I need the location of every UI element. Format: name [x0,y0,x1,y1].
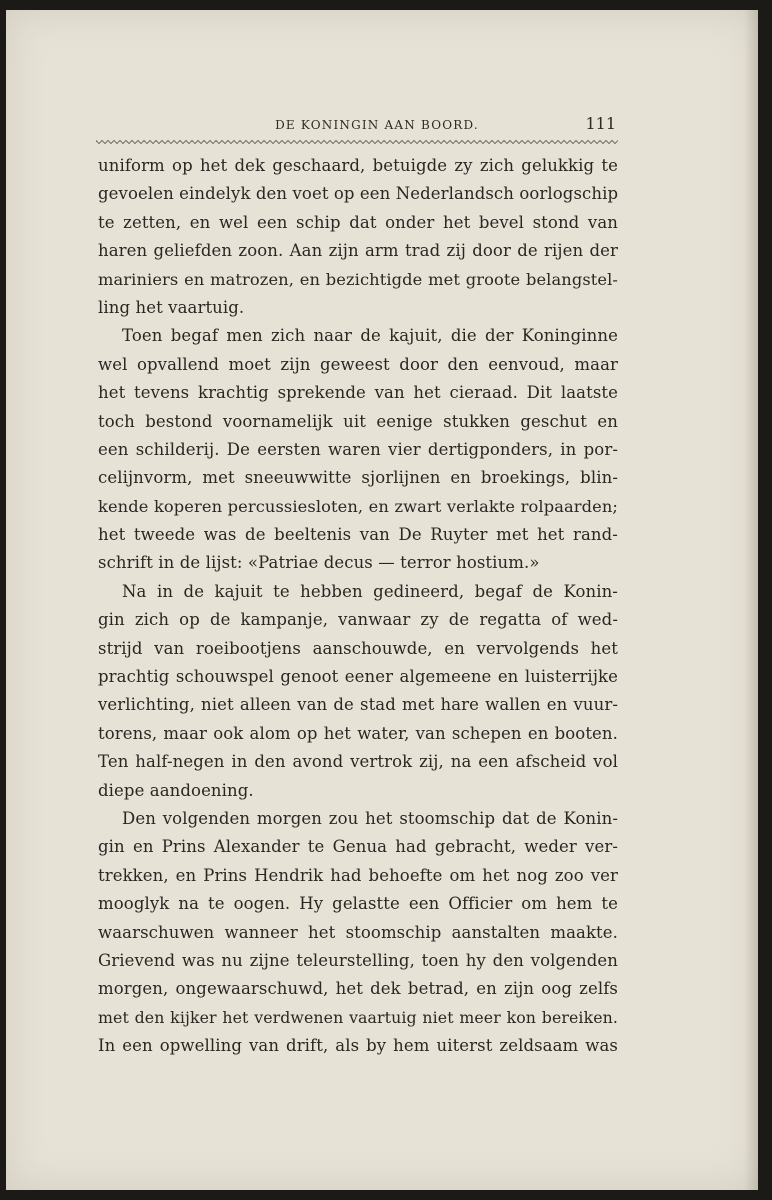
text-line: mooglyk na te oogen. Hy gelastte een Officier om hem te [98,894,618,914]
running-title: DE KONINGIN AAN BOORD. [275,118,479,132]
text-line: ling het vaartuig. [98,297,245,317]
text-line: schrift in de lijst: «Patriae decus — terror hostium.» [98,553,540,573]
text-line: gin en Prins Alexander te Genua had gebracht, weder ver- [98,837,618,857]
page-edge-shadow [744,10,758,1190]
text-line: Grievend was nu zijne teleurstelling, toen hy den volgenden [98,950,618,970]
text-line: celijnvorm, met sneeuwwitte sjorlijnen en broekings, blin- [98,468,618,488]
header-wavy-rule [96,138,618,146]
text-line: gevoelen eindelyk den voet op een Nederlandsch oorlogschip [98,184,619,204]
text-line: verlichting, niet alleen van de stad met hare wallen en vuur- [98,695,618,715]
text-line: torens, maar ook alom op het water, van schepen en booten. [98,723,618,743]
text-line: Den volgenden morgen zou het stoomschip dat de Konin- [122,808,618,828]
text-line: diepe aandoening. [98,780,254,800]
text-line: gin zich op de kampanje, vanwaar zy de regatta of wed- [98,610,618,630]
text-line: mariniers en matrozen, en bezichtigde met groote belangstel- [98,269,618,289]
text-line: Na in de kajuit te hebben gedineerd, begaf de Konin- [122,581,618,601]
text-line: haren geliefden zoon. Aan zijn arm trad zij door de rijen der [98,241,618,261]
text-line: prachtig schouwspel genoot eener algemeene en luisterrijke [98,667,618,687]
text-line: het tweede was de beeltenis van De Ruyter met het rand- [98,525,618,545]
text-line: morgen, ongewaarschuwd, het dek betrad, en zijn oog zelfs [98,979,618,999]
text-line: te zetten, en wel een schip dat onder het bevel stond van [98,212,618,232]
text-line: Toen begaf men zich naar de kajuit, die der Koninginne [122,326,618,346]
text-line: waarschuwen wanneer het stoomschip aanstalten maakte. [98,922,618,942]
text-line: strijd van roeibootjens aanschouwde, en vervolgends het [98,638,618,658]
book-page [6,10,758,1190]
page-number: 111 [585,114,616,133]
page-header [96,114,618,136]
text-line: kende koperen percussiesloten, en zwart verlakte rolpaarden; [98,496,618,516]
text-line: uniform op het dek geschaard, betuigde zy zich gelukkig te [98,156,618,175]
text-line: met den kijker het verdwenen vaartuig niet meer kon bereiken. [98,1007,618,1027]
body-text [98,152,618,1061]
text-line: Ten half-negen in den avond vertrok zij, na een afscheid vol [98,752,618,772]
text-line: het tevens krachtig sprekende van het cieraad. Dit laatste [98,383,618,403]
text-line: toch bestond voornamelijk uit eenige stukken geschut en [98,411,618,431]
text-line: trekken, en Prins Hendrik had behoefte om het nog zoo ver [98,865,618,885]
text-line: In een opwelling van drift, als by hem uiterst zeldsaam was [98,1036,618,1056]
text-line: een schilderij. De eersten waren vier dertigponders, in por- [98,439,618,459]
text-line: wel opvallend moet zijn geweest door den eenvoud, maar [98,354,618,374]
